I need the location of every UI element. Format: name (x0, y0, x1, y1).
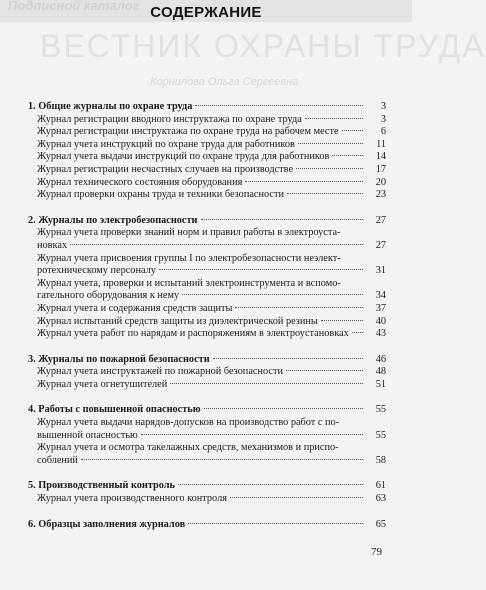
toc-page: 61 (375, 480, 386, 492)
dot-leader (245, 181, 363, 182)
toc-section-1[interactable] (28, 101, 386, 114)
toc-item[interactable] (28, 151, 386, 164)
toc-label: Журнал учета выдачи инструкций по охране труда для работников (37, 151, 330, 163)
toc-label: Журнал учета инструктажей по пожарной безопасности (37, 366, 283, 378)
toc-label-line1: Журнал учета и осмотра такелажных средств, механизмов и приспо- (37, 442, 339, 454)
toc-page: 48 (375, 366, 386, 378)
toc-label: Журнал учета огнетушителей (37, 378, 168, 390)
toc-page: 51 (375, 378, 386, 390)
toc-item[interactable] (28, 164, 386, 177)
toc-page: 17 (375, 163, 386, 175)
dot-leader (178, 484, 363, 485)
dot-leader (188, 523, 363, 524)
toc-page: 34 (375, 290, 386, 302)
toc-item[interactable] (28, 126, 386, 139)
toc-page: 23 (375, 189, 386, 201)
toc-page: 55 (375, 429, 386, 441)
dot-leader (81, 459, 363, 460)
toc-item[interactable] (28, 316, 386, 329)
toc-item[interactable] (28, 303, 386, 316)
toc-label: 2. Журналы по электробезопасности (28, 214, 198, 226)
toc-label: Журнал учета и содержания средств защиты (37, 302, 233, 314)
section-gap (28, 467, 386, 480)
watermark-text-3: Корнилова Ольга Сергеевна (150, 76, 299, 88)
toc-page: 20 (375, 176, 386, 188)
toc-label: Журнал учета производственного контроля (37, 493, 227, 505)
toc-page: 3 (380, 113, 386, 125)
toc-page: 11 (376, 138, 386, 150)
toc-label: 6. Образцы заполнения журналов (28, 518, 186, 530)
toc-page: 43 (375, 328, 386, 340)
dot-leader (287, 193, 363, 194)
toc-page: 65 (375, 518, 386, 530)
toc-section-5[interactable] (28, 480, 386, 493)
dot-leader (70, 244, 363, 245)
toc-label-line2: гательного оборудования к нему (37, 290, 180, 302)
toc-page: 27 (375, 214, 386, 226)
section-gap (28, 506, 386, 519)
dot-leader (213, 358, 363, 359)
toc-section-6[interactable] (28, 519, 386, 532)
toc-label-line1: Журнал учета выдачи нарядов-допусков на производство работ с по- (37, 417, 340, 429)
toc-item[interactable] (28, 366, 386, 379)
toc-section-3[interactable] (28, 354, 386, 367)
dot-leader (204, 408, 363, 409)
toc-item[interactable] (28, 177, 386, 190)
dot-leader (286, 370, 363, 371)
dot-leader (235, 307, 363, 308)
toc-label-line2: ротехническому персоналу (37, 265, 156, 277)
toc-item[interactable] (28, 493, 386, 506)
toc-section-2[interactable] (28, 215, 386, 228)
toc-page: 40 (375, 315, 386, 327)
dot-leader (305, 118, 363, 119)
toc-label-line1: Журнал учета, проверки и испытаний электроинструмента и вспомо- (37, 277, 341, 289)
toc-item[interactable] (28, 278, 386, 303)
toc-label-line2: новках (37, 239, 68, 251)
toc-item[interactable] (28, 253, 386, 278)
toc-label: Журнал испытаний средств защиты из диэлектрической резины (37, 315, 318, 327)
toc-label: Журнал проверки охраны труда и техники безопасности (37, 189, 284, 201)
toc-label-line2: вышенной опасностью (37, 429, 138, 441)
table-of-contents (28, 101, 386, 531)
dot-leader (352, 332, 363, 333)
toc-page: 27 (375, 239, 386, 251)
dot-leader (195, 105, 363, 106)
watermark-text-1: Подписной каталог (8, 0, 140, 13)
toc-label-line1: Журнал учета проверки знаний норм и правил работы в электроуста- (37, 227, 341, 239)
dot-leader (298, 143, 363, 144)
toc-label: 4. Работы с повышенной опасностью (28, 404, 201, 416)
toc-page: 31 (375, 265, 386, 277)
toc-page: 46 (375, 353, 386, 365)
section-gap (28, 341, 386, 354)
toc-label: 3. Журналы по пожарной безопасности (28, 353, 210, 365)
toc-item[interactable] (28, 328, 386, 341)
toc-item[interactable] (28, 417, 386, 442)
section-gap (28, 391, 386, 404)
toc-label: 5. Производственный контроль (28, 480, 175, 492)
toc-item[interactable] (28, 442, 386, 467)
dot-leader (332, 155, 363, 156)
toc-label: Журнал регистрации инструктажа по охране труда на рабочем месте (37, 126, 339, 138)
toc-label-line1: Журнал учета присвоения группы I по электробезопасности неэлект- (37, 252, 341, 264)
toc-page: 14 (375, 151, 386, 163)
toc-page: 58 (375, 454, 386, 466)
toc-label: Журнал регистрации вводного инструктажа по охране труда (37, 113, 302, 125)
watermark-text-2: ВЕСТНИК ОХРАНЫ ТРУДА (40, 28, 486, 64)
dot-leader (321, 320, 363, 321)
toc-label: Журнал технического состояния оборудования (37, 176, 243, 188)
toc-item[interactable] (28, 114, 386, 127)
toc-label: Журнал регистрации несчастных случаев на производстве (37, 163, 294, 175)
dot-leader (182, 294, 363, 295)
page-title: СОДЕРЖАНИЕ (150, 4, 262, 21)
dot-leader (201, 219, 364, 220)
toc-label-line2: соблений (37, 454, 78, 466)
dot-leader (342, 130, 363, 131)
toc-label: 1. Общие журналы по охране труда (28, 101, 193, 112)
toc-page: 37 (375, 302, 386, 314)
dot-leader (159, 269, 363, 270)
section-gap (28, 202, 386, 215)
toc-label: Журнал учета работ по нарядам и распоряжениям в электроустановках (37, 328, 349, 340)
toc-item[interactable] (28, 227, 386, 252)
dot-leader (141, 434, 363, 435)
toc-page: 55 (375, 404, 386, 416)
dot-leader (170, 383, 363, 384)
dot-leader (230, 497, 363, 498)
toc-item[interactable] (28, 139, 386, 152)
toc-page: 6 (380, 126, 386, 138)
page-number: 79 (371, 546, 382, 558)
toc-item[interactable] (28, 189, 386, 202)
toc-section-4[interactable] (28, 404, 386, 417)
toc-page: 63 (375, 493, 386, 505)
toc-page: 3 (380, 101, 386, 112)
toc-item[interactable] (28, 379, 386, 392)
toc-label: Журнал учета инструкций по охране труда для работников (37, 138, 295, 150)
dot-leader (296, 168, 363, 169)
